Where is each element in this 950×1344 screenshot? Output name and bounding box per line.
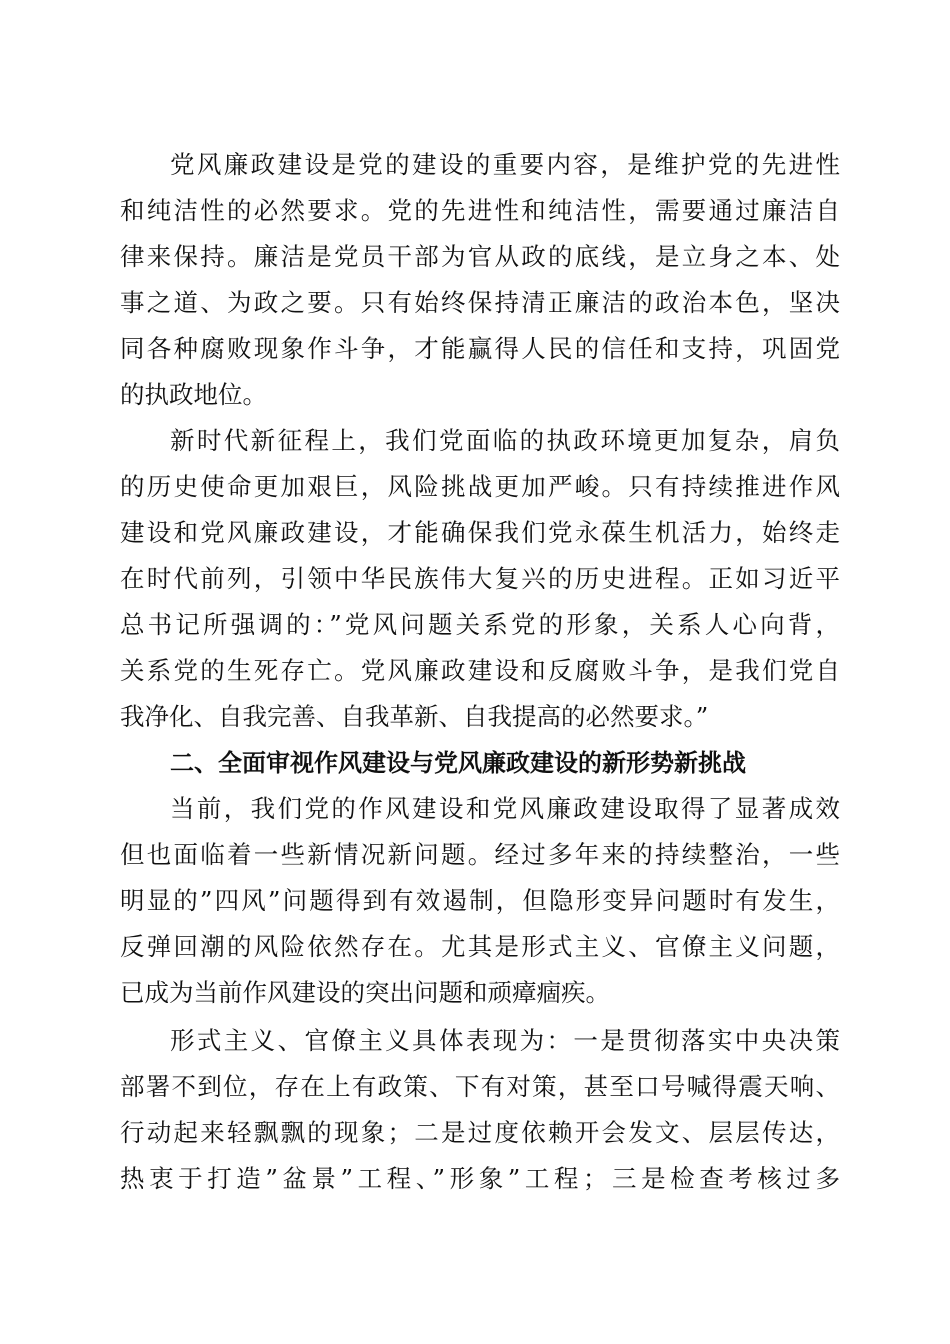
paragraph-3-line-2: 但也面临着一些新情况新问题。经过多年来的持续整治，一些 (120, 840, 840, 869)
paragraph-1-line-3: 律来保持。廉洁是党员干部为官从政的底线，是立身之本、处 (120, 242, 840, 271)
paragraph-4-line-4: 热衷于打造”盆景”工程、”形象”工程；三是检查考核过多 (120, 1164, 840, 1193)
paragraph-1-line-1: 党风廉政建设是党的建设的重要内容，是维护党的先进性 (170, 150, 840, 179)
paragraph-2-line-1: 新时代新征程上，我们党面临的执政环境更加复杂，肩负 (170, 426, 840, 455)
paragraph-1-line-6: 的执政地位。 (120, 380, 267, 409)
paragraph-3-line-3: 明显的”四风”问题得到有效遏制，但隐形变异问题时有发生， (120, 886, 840, 915)
paragraph-2-line-6: 关系党的生死存亡。党风廉政建设和反腐败斗争，是我们党自 (120, 656, 840, 685)
paragraph-3-line-5: 已成为当前作风建设的突出问题和顽瘴痼疾。 (120, 978, 610, 1007)
paragraph-2-line-4: 在时代前列，引领中华民族伟大复兴的历史进程。正如习近平 (120, 564, 840, 593)
paragraph-2-line-2: 的历史使命更加艰巨，风险挑战更加严峻。只有持续推进作风 (120, 472, 840, 501)
paragraph-3-line-1: 当前，我们党的作风建设和党风廉政建设取得了显著成效 (170, 794, 840, 823)
section-heading: 二、全面审视作风建设与党风廉政建设的新形势新挑战 (170, 749, 746, 777)
paragraph-4-line-1: 形式主义、官僚主义具体表现为：一是贯彻落实中央决策 (170, 1026, 840, 1055)
paragraph-1-line-5: 同各种腐败现象作斗争，才能赢得人民的信任和支持，巩固党 (120, 334, 840, 363)
paragraph-1-line-2: 和纯洁性的必然要求。党的先进性和纯洁性，需要通过廉洁自 (120, 196, 840, 225)
paragraph-1-line-4: 事之道、为政之要。只有始终保持清正廉洁的政治本色，坚决 (120, 288, 840, 317)
paragraph-2-line-5: 总书记所强调的：”党风问题关系党的形象，关系人心向背， (120, 610, 840, 639)
paragraph-2-line-7: 我净化、自我完善、自我革新、自我提高的必然要求。” (120, 702, 709, 731)
paragraph-4-line-2: 部署不到位，存在上有政策、下有对策，甚至口号喊得震天响、 (120, 1072, 840, 1101)
paragraph-2-line-3: 建设和党风廉政建设，才能确保我们党永葆生机活力，始终走 (120, 518, 840, 547)
paragraph-4-line-3: 行动起来轻飘飘的现象；二是过度依赖开会发文、层层传达， (120, 1118, 840, 1147)
paragraph-3-line-4: 反弹回潮的风险依然存在。尤其是形式主义、官僚主义问题， (120, 932, 840, 961)
